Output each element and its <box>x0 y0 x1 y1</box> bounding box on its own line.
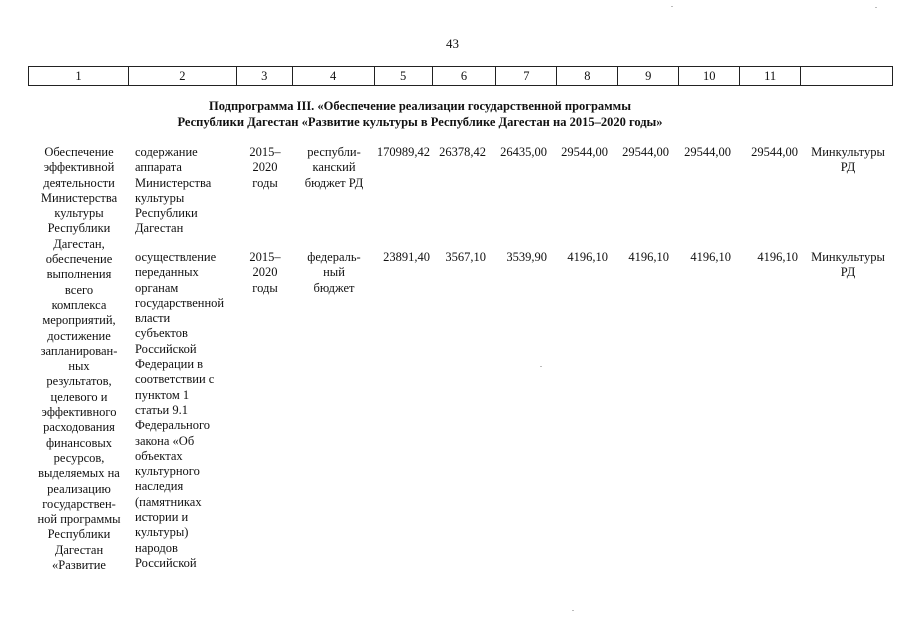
year-2016-cell: 3539,90 <box>506 250 547 264</box>
goal-line: Обеспечение <box>44 145 114 159</box>
activity-line: соответствии с <box>135 372 215 387</box>
activity-line: культуры <box>135 190 185 205</box>
activity-line: Федерального <box>135 418 211 433</box>
source-line: федераль- <box>307 250 361 264</box>
source-line: канский <box>312 160 356 175</box>
subprogram-title <box>0 98 840 130</box>
subprogram-title-line-1: Подпрограмма III. «Обеспечение реализации государственной программы <box>209 99 631 113</box>
period-line: 2020 <box>252 265 278 280</box>
activity-line: аппарата <box>135 160 182 175</box>
activity-line: истории и <box>135 510 189 525</box>
activity-line: народов <box>135 540 178 555</box>
goal-line: Республики <box>47 527 111 542</box>
year-2019-cell: 29544,00 <box>684 145 731 159</box>
goal-cell <box>30 145 128 573</box>
header-col-12 <box>801 67 893 85</box>
header-col-10: 10 <box>679 67 740 85</box>
activity-cell <box>135 145 235 237</box>
header-col-9: 9 <box>618 67 679 85</box>
executor-cell <box>802 250 894 281</box>
year-2019-cell: 4196,10 <box>690 250 731 264</box>
period-line: годы <box>252 280 278 295</box>
activity-line: переданных <box>135 265 199 280</box>
goal-line: деятельности <box>43 175 115 190</box>
goal-line: культуры <box>54 206 104 221</box>
year-2016-cell: 26435,00 <box>500 145 547 159</box>
goal-line: целевого и <box>50 389 108 404</box>
goal-line: выделяемых на <box>38 466 120 481</box>
header-col-1: 1 <box>29 67 129 85</box>
activity-line: Министерства <box>135 175 212 190</box>
scan-speck <box>671 6 673 7</box>
executor-line: Минкультуры <box>811 145 885 159</box>
goal-line: мероприятий, <box>42 313 116 328</box>
header-col-2: 2 <box>129 67 237 85</box>
total-cell: 170989,42 <box>376 145 430 159</box>
executor-line: Минкультуры <box>811 250 885 264</box>
period-line: 2020 <box>252 160 278 175</box>
goal-line: реализацию <box>47 481 111 496</box>
page-number: 43 <box>446 36 459 51</box>
goal-line: финансовых <box>45 435 113 450</box>
funding-source-cell <box>294 145 374 191</box>
year-2015-cell: 26378,42 <box>439 145 486 159</box>
goal-line: комплекса <box>51 297 107 312</box>
goal-line: ресурсов, <box>53 450 105 465</box>
executor-line: РД <box>840 265 856 280</box>
activity-cell <box>135 250 235 571</box>
activity-line: государственной <box>135 295 225 310</box>
goal-line: Министерства <box>40 190 118 205</box>
goal-line: результатов, <box>46 374 112 389</box>
funding-source-cell <box>294 250 374 296</box>
activity-line: (памятниках <box>135 494 202 509</box>
header-col-3: 3 <box>237 67 293 85</box>
year-2015-cell: 3567,10 <box>445 250 486 264</box>
header-col-11: 11 <box>740 67 801 85</box>
activity-line: Российской <box>135 555 197 570</box>
activity-line: Федерации в <box>135 357 204 372</box>
goal-line: запланирован- <box>40 343 118 358</box>
goal-line: эффективного <box>41 405 117 420</box>
period-cell <box>238 145 292 191</box>
goal-line: «Развитие <box>52 558 106 573</box>
year-2020-cell: 29544,00 <box>751 145 798 159</box>
activity-line: Дагестан <box>135 221 184 236</box>
activity-line: Республики <box>135 206 198 221</box>
year-2017-cell: 29544,00 <box>561 145 608 159</box>
activity-line: объектах <box>135 448 183 463</box>
scan-speck <box>540 366 542 367</box>
header-col-6: 6 <box>433 67 497 85</box>
period-line: 2015– <box>249 250 281 264</box>
activity-line: культурного <box>135 464 200 479</box>
activity-line: Российской <box>135 341 197 356</box>
goal-line: достижение <box>47 328 111 343</box>
activity-line: субъектов <box>135 326 188 341</box>
source-line: ный <box>323 265 345 280</box>
goal-line: Республики <box>47 221 111 236</box>
goal-line: ной программы <box>37 512 121 527</box>
year-2018-cell: 4196,10 <box>628 250 669 264</box>
activity-line: культуры) <box>135 525 189 540</box>
goal-line: расходования <box>43 420 115 435</box>
year-2020-cell: 4196,10 <box>757 250 798 264</box>
period-line: годы <box>252 175 278 190</box>
activity-line: наследия <box>135 479 184 494</box>
goal-line: всего <box>64 282 94 297</box>
source-line: республи- <box>307 145 361 159</box>
activity-line: органам <box>135 280 179 295</box>
scan-speck <box>572 610 574 611</box>
goal-line: Дагестан, <box>53 236 105 251</box>
activity-line: осуществление <box>135 250 217 264</box>
executor-line: РД <box>840 160 856 175</box>
header-col-5: 5 <box>375 67 433 85</box>
period-cell <box>238 250 292 296</box>
activity-line: статьи 9.1 <box>135 402 188 417</box>
goal-line: эффективной <box>43 160 115 175</box>
goal-line: выполнения <box>46 267 112 282</box>
period-line: 2015– <box>249 145 281 159</box>
header-col-8: 8 <box>557 67 618 85</box>
executor-cell <box>802 145 894 176</box>
goal-line: Дагестан <box>54 542 104 557</box>
source-line: бюджет <box>313 280 355 295</box>
goal-line: ных <box>68 359 90 374</box>
goal-line: обеспечение <box>45 252 113 267</box>
activity-line: содержание <box>135 145 198 159</box>
source-line: бюджет РД <box>304 175 364 190</box>
subprogram-title-line-2: Республики Дагестан «Развитие культуры в Республике Дагестан на 2015–2020 годы» <box>177 115 663 129</box>
activity-line: власти <box>135 311 171 326</box>
header-col-4: 4 <box>293 67 375 85</box>
year-2017-cell: 4196,10 <box>567 250 608 264</box>
activity-line: пунктом 1 <box>135 387 190 402</box>
year-2018-cell: 29544,00 <box>622 145 669 159</box>
column-number-header <box>28 66 893 86</box>
header-col-7: 7 <box>496 67 557 85</box>
goal-line: государствен- <box>42 496 116 511</box>
scan-speck <box>875 7 877 8</box>
activity-line: закона «Об <box>135 433 195 448</box>
total-cell: 23891,40 <box>383 250 430 264</box>
